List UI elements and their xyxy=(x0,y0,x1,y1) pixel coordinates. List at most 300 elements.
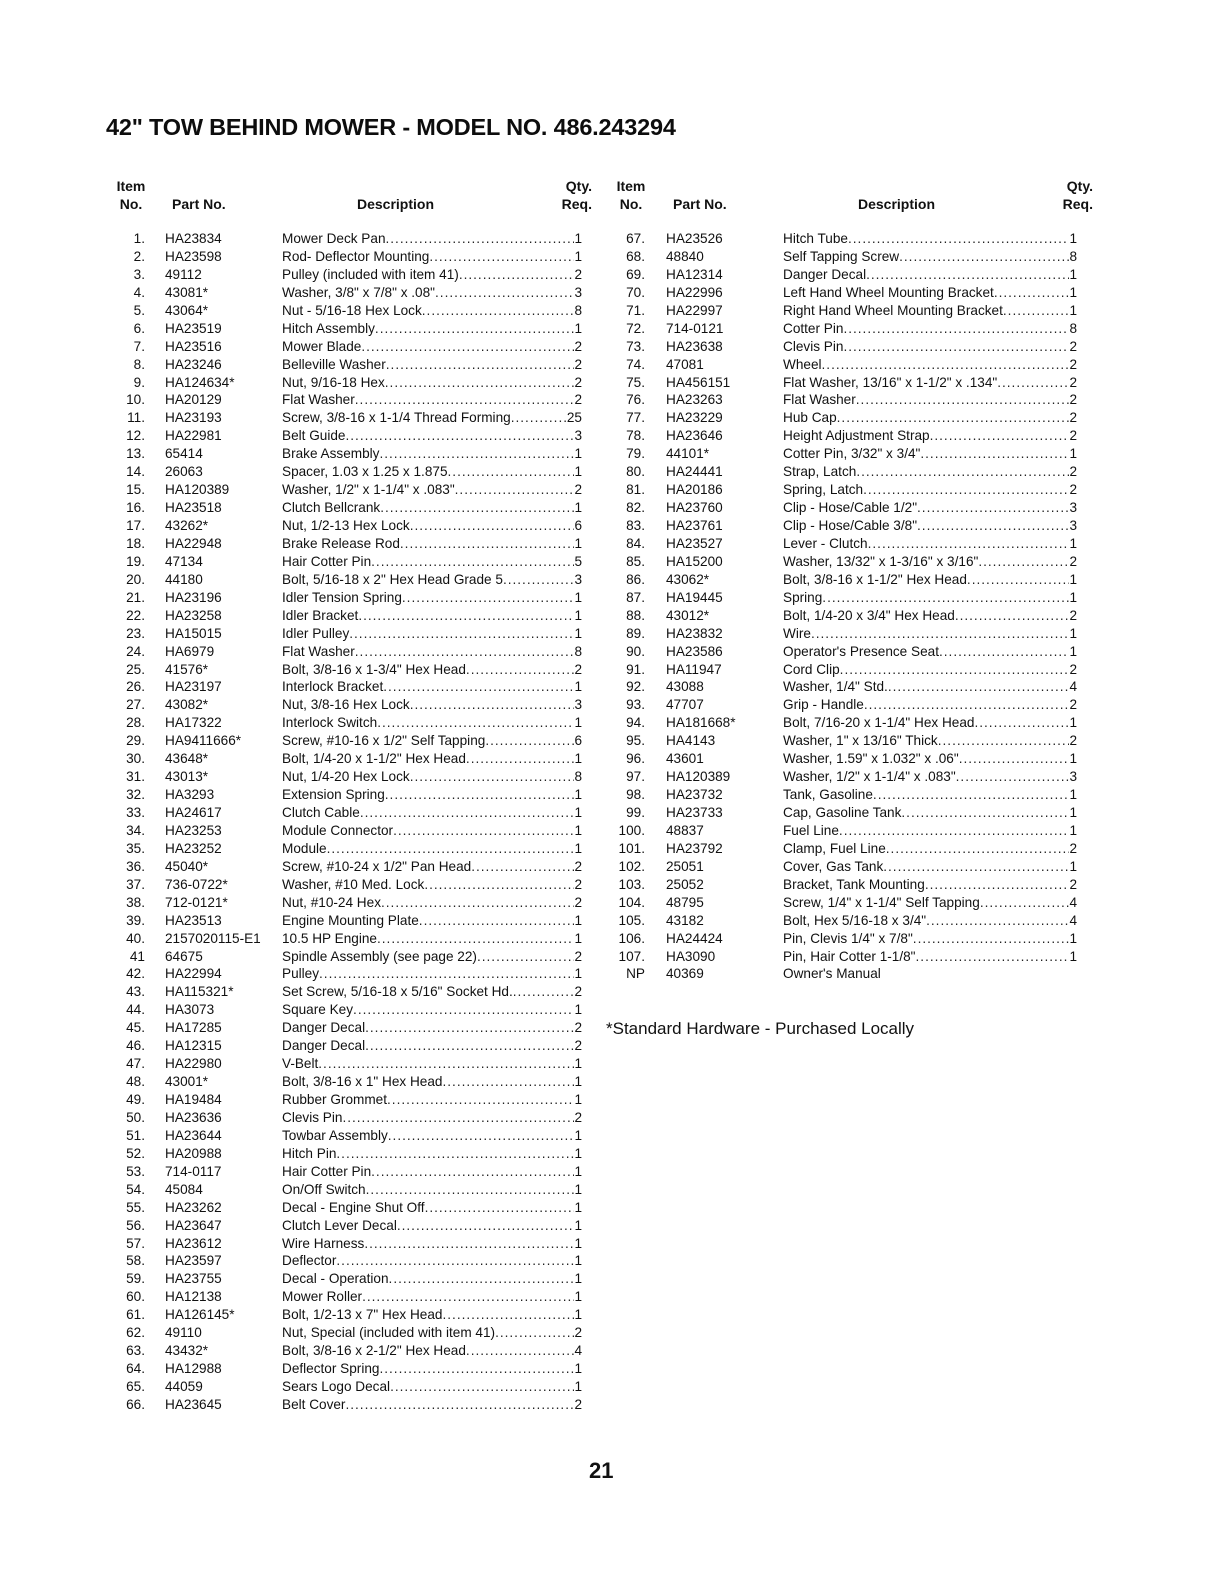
part-number: HA23197 xyxy=(165,679,222,695)
item-number: 99. xyxy=(626,805,645,820)
description-cell xyxy=(282,1127,582,1145)
description: Self Tapping Screw xyxy=(783,248,900,264)
part-number: HA20988 xyxy=(165,1145,222,1161)
quantity: 3 xyxy=(574,428,582,444)
description-cell xyxy=(282,1270,582,1288)
part-number: HA23638 xyxy=(666,338,723,354)
table-row xyxy=(0,750,1100,768)
dot-leader xyxy=(387,1091,574,1109)
description-cell xyxy=(783,607,1077,625)
description-cell xyxy=(282,1342,582,1360)
quantity: 8 xyxy=(574,302,582,318)
description: Clutch Cable xyxy=(282,805,360,820)
table-row xyxy=(0,1396,600,1414)
header-part-no-right: Part No. xyxy=(673,196,727,212)
dot-leader xyxy=(442,1306,574,1324)
item-number: 71. xyxy=(626,302,645,318)
description: Wheel xyxy=(783,356,822,372)
description: Bolt, 7/16-20 x 1-1/4" Hex Head xyxy=(783,715,975,731)
description: Clevis Pin xyxy=(282,1109,343,1125)
dot-leader xyxy=(913,930,1070,948)
dot-leader xyxy=(974,714,1069,732)
description: Height Adjustment Strap xyxy=(783,428,930,444)
item-number: 56. xyxy=(126,1217,145,1233)
description: Hitch Tube xyxy=(783,231,848,246)
quantity: 1 xyxy=(574,446,582,462)
item-number: 53. xyxy=(126,1163,145,1179)
description-cell xyxy=(783,266,1077,284)
table-row xyxy=(0,804,1100,822)
quantity: 8 xyxy=(1069,248,1077,264)
table-row xyxy=(0,1127,600,1145)
item-number: 38. xyxy=(126,894,145,910)
item-number: 87. xyxy=(626,589,645,605)
part-number: HA19445 xyxy=(666,589,723,605)
table-row xyxy=(0,427,1100,445)
dot-leader xyxy=(342,1109,574,1127)
dot-leader xyxy=(388,1127,575,1145)
item-number: 88. xyxy=(626,607,645,623)
description-cell xyxy=(783,589,1077,607)
description-cell xyxy=(282,1001,582,1019)
quantity: 2 xyxy=(1069,697,1077,713)
item-number: 21. xyxy=(126,589,145,605)
part-number: HA19484 xyxy=(165,1092,222,1107)
quantity: 2 xyxy=(574,948,582,964)
quantity: 2 xyxy=(1069,338,1077,354)
quantity: 2 xyxy=(574,1038,582,1054)
description: Bolt, 3/8-16 x 1" Hex Head xyxy=(282,1074,443,1090)
table-row xyxy=(0,1288,600,1306)
part-number: 43062* xyxy=(666,571,710,587)
description: Cover, Gas Tank xyxy=(783,858,884,874)
part-number: HA115321* xyxy=(165,984,234,1000)
item-number: 101. xyxy=(618,840,645,856)
part-number: HA23792 xyxy=(666,840,723,856)
part-number: HA3073 xyxy=(165,1002,215,1018)
quantity: 1 xyxy=(1069,751,1077,767)
dot-leader xyxy=(997,374,1069,392)
quantity: 2 xyxy=(1069,392,1077,408)
quantity: 1 xyxy=(574,500,582,516)
description-cell xyxy=(282,1252,582,1270)
quantity: 1 xyxy=(574,320,582,336)
description: Pulley (included with item 41) xyxy=(282,266,459,282)
description-cell xyxy=(783,248,1077,266)
quantity: 2 xyxy=(1069,607,1077,623)
description: Clip - Hose/Cable 1/2" xyxy=(783,500,918,516)
description: Sears Logo Decal xyxy=(282,1379,391,1394)
part-number: HA23526 xyxy=(666,231,723,246)
part-number: HA15200 xyxy=(666,553,723,569)
item-number: 104. xyxy=(618,894,645,910)
description-cell xyxy=(282,1378,582,1396)
quantity: 1 xyxy=(1069,787,1077,803)
quantity: 25 xyxy=(566,410,582,426)
description: Mower Blade xyxy=(282,338,362,354)
dot-leader xyxy=(917,517,1069,535)
description: Nut, 1/2-13 Hex Lock xyxy=(282,518,410,533)
part-number: 43088 xyxy=(666,679,704,695)
item-number: 98. xyxy=(626,787,645,803)
dot-leader xyxy=(364,1235,574,1253)
quantity: 1 xyxy=(574,930,582,946)
table-row xyxy=(0,661,1100,679)
quantity: 1 xyxy=(574,625,582,641)
description: Square Key xyxy=(282,1002,354,1018)
quantity: 8 xyxy=(1069,320,1077,336)
dot-leader xyxy=(959,750,1070,768)
dot-leader xyxy=(920,445,1069,463)
table-row xyxy=(0,948,1100,966)
description: On/Off Switch xyxy=(282,1181,366,1197)
part-number: HA23645 xyxy=(165,1396,222,1412)
table-row xyxy=(0,499,1100,517)
header-req-label: Req. xyxy=(561,196,592,212)
item-number: 43. xyxy=(126,984,145,1000)
description-cell xyxy=(783,463,1077,481)
description: Washer, 1" x 13/16" Thick xyxy=(783,733,938,749)
item-number: 22. xyxy=(126,607,145,623)
quantity: 6 xyxy=(574,733,582,749)
part-number: HA23258 xyxy=(165,607,222,623)
dot-leader xyxy=(466,1342,575,1360)
description-cell xyxy=(783,391,1077,409)
part-number: HA23196 xyxy=(165,589,222,605)
header-req-label: Req. xyxy=(1062,196,1093,212)
part-number: HA23733 xyxy=(666,805,723,820)
item-number: 50. xyxy=(126,1109,145,1125)
description: Belt Cover xyxy=(282,1396,346,1412)
dot-leader xyxy=(371,1163,574,1181)
quantity: 1 xyxy=(574,1074,582,1090)
dot-leader xyxy=(899,248,1069,266)
table-row xyxy=(0,571,1100,589)
dot-leader xyxy=(994,284,1070,302)
description-cell xyxy=(783,768,1077,786)
item-number: 16. xyxy=(126,500,145,516)
description-cell xyxy=(783,481,1077,499)
dot-leader xyxy=(390,1378,574,1396)
description: Tank, Gasoline xyxy=(783,787,873,803)
part-number: 736-0722* xyxy=(165,876,228,892)
description: Washer, #10 Med. Lock xyxy=(282,876,425,892)
description: Idler Pulley xyxy=(282,625,350,641)
part-number: HA120389 xyxy=(165,482,230,498)
item-number: 62. xyxy=(126,1325,145,1341)
part-number: HA23513 xyxy=(165,912,222,928)
quantity: 2 xyxy=(1069,356,1077,372)
quantity: 1 xyxy=(1069,625,1077,641)
table-row xyxy=(0,1037,600,1055)
quantity: 1 xyxy=(574,715,582,731)
quantity: 2 xyxy=(574,876,582,892)
quantity: 3 xyxy=(574,697,582,713)
item-number: 14. xyxy=(126,464,145,480)
description: Spring xyxy=(783,589,823,605)
table-row xyxy=(0,338,1100,356)
part-number: HA23253 xyxy=(165,822,222,838)
description-cell xyxy=(783,822,1077,840)
item-number: 64. xyxy=(126,1361,145,1377)
dot-leader xyxy=(336,1252,574,1270)
quantity: 1 xyxy=(574,1217,582,1233)
description: Flat Washer xyxy=(783,392,856,408)
quantity: 1 xyxy=(574,1253,582,1269)
dot-leader xyxy=(956,768,1070,786)
part-number: 44059 xyxy=(165,1379,203,1394)
item-number: 78. xyxy=(626,428,645,444)
description-cell xyxy=(783,732,1077,750)
item-number: 82. xyxy=(626,500,645,516)
description-cell xyxy=(783,499,1077,517)
item-number: 23. xyxy=(126,625,145,641)
quantity: 2 xyxy=(1069,482,1077,498)
table-row xyxy=(0,1235,600,1253)
dot-leader xyxy=(811,625,1069,643)
quantity: 1 xyxy=(1069,643,1077,659)
dot-leader xyxy=(840,661,1070,679)
quantity: 1 xyxy=(1069,571,1077,587)
part-number: HA23647 xyxy=(165,1217,222,1233)
part-number: HA23586 xyxy=(666,643,723,659)
description: Decal - Engine Shut Off xyxy=(282,1199,425,1215)
table-row xyxy=(0,1091,600,1109)
item-number: 95. xyxy=(626,733,645,749)
table-row xyxy=(0,266,1100,284)
quantity: 2 xyxy=(574,1396,582,1412)
item-number: 105. xyxy=(618,912,645,928)
quantity: 1 xyxy=(574,1127,582,1143)
table-row xyxy=(0,248,1100,266)
part-number: 49110 xyxy=(165,1325,202,1341)
table-row xyxy=(0,1306,600,1324)
description-cell xyxy=(282,1073,582,1091)
description: Belt Guide xyxy=(282,428,346,444)
description-cell xyxy=(282,1181,582,1199)
item-number: 103. xyxy=(618,876,645,892)
part-number: 43262* xyxy=(165,518,209,533)
item-number: 19. xyxy=(126,553,145,569)
item-number: 106. xyxy=(618,930,645,946)
quantity: 2 xyxy=(1069,464,1077,480)
table-row xyxy=(0,517,1100,535)
table-row xyxy=(0,876,1100,894)
table-row xyxy=(0,391,1100,409)
quantity: 4 xyxy=(1069,912,1077,928)
table-row xyxy=(0,1378,600,1396)
description: Cord Clip xyxy=(783,661,840,677)
item-number: 4. xyxy=(133,284,145,300)
description-cell xyxy=(282,1199,582,1217)
part-number: HA3090 xyxy=(666,948,716,964)
description-cell xyxy=(783,840,1077,858)
item-number: 107. xyxy=(618,948,645,964)
description: Nut, 3/8-16 Hex Lock xyxy=(282,697,410,713)
table-row xyxy=(0,965,1100,983)
header-item-label: Item xyxy=(616,178,646,194)
quantity: 2 xyxy=(574,266,582,282)
dot-leader xyxy=(837,409,1070,427)
description: Danger Decal xyxy=(783,266,867,282)
item-number: 33. xyxy=(126,805,145,820)
part-number: 714-0117 xyxy=(165,1163,222,1179)
quantity: 1 xyxy=(574,464,582,480)
table-row xyxy=(0,1324,600,1342)
part-number: HA23832 xyxy=(666,625,723,641)
header-description-left: Description xyxy=(357,196,435,212)
description-cell xyxy=(783,804,1077,822)
dot-leader xyxy=(883,858,1069,876)
dot-leader xyxy=(822,356,1070,374)
quantity: 1 xyxy=(1069,930,1077,946)
table-row xyxy=(0,1109,600,1127)
description: Bracket, Tank Mounting xyxy=(783,876,925,892)
header-item-no-right xyxy=(613,177,649,213)
description-cell xyxy=(783,930,1077,948)
dot-leader xyxy=(1003,302,1070,320)
dot-leader xyxy=(868,535,1070,553)
description: Module xyxy=(282,840,327,856)
quantity: 1 xyxy=(1069,715,1077,731)
quantity: 2 xyxy=(1069,374,1077,390)
table-row xyxy=(0,1145,600,1163)
quantity: 1 xyxy=(574,912,582,928)
item-number: 11. xyxy=(127,410,145,426)
item-number: 66. xyxy=(126,1396,145,1412)
header-no-label: No. xyxy=(119,196,143,212)
table-row xyxy=(0,786,1100,804)
quantity: 3 xyxy=(574,571,582,587)
description: Rod- Deflector Mounting xyxy=(282,248,430,264)
description: Brake Release Rod xyxy=(282,535,400,551)
item-number: 15. xyxy=(126,482,145,498)
part-number: HA23761 xyxy=(666,518,723,533)
description: Screw, #10-16 x 1/2" Self Tapping xyxy=(282,733,486,749)
description: Flat Washer, 13/16" x 1-1/2" x .134" xyxy=(783,374,998,390)
description: Spacer, 1.03 x 1.25 x 1.875 xyxy=(282,464,448,480)
description: Grip - Handle xyxy=(783,697,864,713)
item-number: 42. xyxy=(126,966,145,982)
table-row xyxy=(0,553,1100,571)
quantity: 2 xyxy=(574,482,582,498)
description-cell xyxy=(783,445,1077,463)
part-number: HA11947 xyxy=(666,661,722,677)
quantity: 2 xyxy=(1069,428,1077,444)
part-number: HA22996 xyxy=(666,284,723,300)
item-number: 41 xyxy=(129,948,145,964)
item-number: 72. xyxy=(626,320,645,336)
item-number: 10. xyxy=(126,392,145,408)
description: Spring, Latch xyxy=(783,482,864,498)
item-number: 8. xyxy=(133,356,145,372)
description: Bolt, 5/16-18 x 2" Hex Head Grade 5 xyxy=(282,571,503,587)
part-number: HA126145* xyxy=(165,1307,235,1323)
description: Hair Cotter Pin xyxy=(282,1163,372,1179)
dot-leader xyxy=(873,786,1070,804)
item-number: 73. xyxy=(626,338,645,354)
dot-leader xyxy=(886,840,1070,858)
item-number: 55. xyxy=(126,1199,145,1215)
description: Deflector xyxy=(282,1253,337,1269)
dot-leader xyxy=(917,499,1069,517)
item-number: 18. xyxy=(126,535,145,551)
quantity: 2 xyxy=(1069,876,1077,892)
table-row xyxy=(0,625,1100,643)
part-number: 47081 xyxy=(666,356,704,372)
part-number: HA12315 xyxy=(165,1038,222,1054)
description: Bolt, 1/4-20 x 3/4" Hex Head xyxy=(783,607,955,623)
description: Fuel Line xyxy=(783,822,839,838)
dot-leader xyxy=(938,732,1070,750)
description: Screw, #10-24 x 1/2" Pan Head xyxy=(282,858,472,874)
description-cell xyxy=(783,858,1077,876)
dot-leader xyxy=(978,553,1069,571)
description: Mower Roller xyxy=(282,1289,363,1305)
item-number: 81. xyxy=(626,482,645,498)
dot-leader xyxy=(822,589,1069,607)
table-row xyxy=(0,302,1100,320)
description: Washer, 1/2" x 1-1/4" x .083" xyxy=(282,482,455,498)
dot-leader xyxy=(318,1055,574,1073)
item-number: 17. xyxy=(126,518,145,533)
quantity: 2 xyxy=(574,1020,582,1036)
description: Hair Cotter Pin xyxy=(282,553,372,569)
quantity: 2 xyxy=(1069,733,1077,749)
item-number: 59. xyxy=(126,1271,145,1287)
description: Pin, Clevis 1/4" x 7/8" xyxy=(783,930,913,946)
item-number: 44. xyxy=(126,1002,145,1018)
description: Extension Spring xyxy=(282,787,385,803)
description-cell xyxy=(783,965,1077,983)
item-number: 84. xyxy=(626,535,645,551)
part-number: HA22997 xyxy=(666,302,723,318)
description: Mower Deck Pan xyxy=(282,231,386,246)
quantity: 2 xyxy=(574,984,582,1000)
description-cell xyxy=(282,1288,582,1306)
description: Danger Decal xyxy=(282,1038,366,1054)
item-number: 1. xyxy=(133,231,145,246)
description: Brake Assembly xyxy=(282,446,380,462)
dot-leader xyxy=(916,948,1070,966)
part-number: HA181668* xyxy=(666,715,736,731)
quantity: 1 xyxy=(574,1235,582,1251)
part-number: 43013* xyxy=(165,769,209,785)
description: Hitch Assembly xyxy=(282,320,375,336)
dot-leader xyxy=(925,876,1070,894)
quantity: 2 xyxy=(574,858,582,874)
table-row xyxy=(0,230,1100,248)
quantity: 8 xyxy=(574,769,582,785)
part-number: 48795 xyxy=(666,894,704,910)
item-number: 37. xyxy=(126,876,145,892)
quantity: 1 xyxy=(574,1181,582,1197)
description-cell xyxy=(783,409,1077,427)
description-cell xyxy=(282,1145,582,1163)
dot-leader xyxy=(843,320,1069,338)
part-number: HA23246 xyxy=(165,356,222,372)
table-row xyxy=(0,732,1100,750)
part-number: 64675 xyxy=(165,948,203,964)
description: Operator's Presence Seat xyxy=(783,643,939,659)
description: Towbar Assembly xyxy=(282,1127,388,1143)
dot-leader xyxy=(397,1217,575,1235)
item-number: 45. xyxy=(126,1020,145,1036)
quantity: 1 xyxy=(574,966,582,982)
item-number: 77. xyxy=(626,410,645,426)
item-number: 2. xyxy=(133,248,145,264)
description: Bolt, 3/8-16 x 2-1/2" Hex Head xyxy=(282,1343,466,1359)
